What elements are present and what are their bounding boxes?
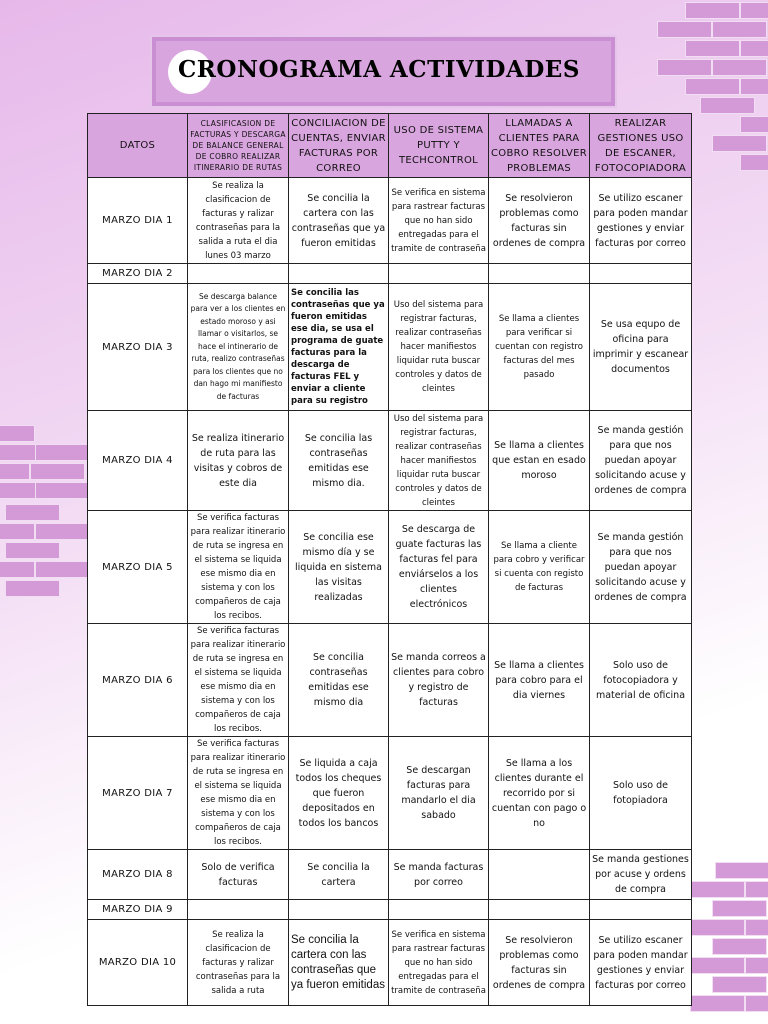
cell-llamadas: Se llama a cliente para cobro y verificar si cuenta con registo de facturas (489, 511, 590, 624)
header-llamadas: LLAMADAS A CLIENTES PARA COBRO RESOLVER PROBLEMAS (489, 114, 590, 178)
table-row (88, 264, 692, 284)
header-clasificacion: CLASIFICASION DE FACTURAS Y DESCARGA DE BALANCE GENERAL DE COBRO REALIZAR ITINERARIO DE RUTAS (188, 114, 289, 178)
cell-sistema: Se descarga de guate facturas las facturas fel para enviárselos a los clientes electrónicos (389, 511, 489, 624)
cell-conciliacion (289, 900, 389, 920)
cell-sistema: Se manda facturas por correo (389, 850, 489, 900)
cell-clasificacion: Se verifica facturas para realizar itinerario de ruta se ingresa en el sistema se liquida ese mismo dia en sistema y con los compañeros de caja los recibos. (188, 624, 289, 737)
cell-clasificacion: Se verifica facturas para realizar itinerario de ruta se ingresa en el sistema se liquida ese mismo dia en sistema y con los compañeros de caja los recibos. (188, 511, 289, 624)
page-title: CRONOGRAMA ACTIVIDADES (178, 56, 580, 83)
cell-clasificacion: Solo de verifica facturas (188, 850, 289, 900)
table-row (88, 511, 692, 624)
cell-clasificacion: Se verifica facturas para realizar itinerario de ruta se ingresa en el sistema se liquida ese mismo dia en sistema y con los compañeros de caja los recibos. (188, 737, 289, 850)
row-date: MARZO DIA 1 (88, 178, 188, 264)
cell-sistema: Uso del sistema para registrar facturas, realizar contraseñas hacer manifiestos liquidar ruta buscar controles y datos de cleintes (389, 411, 489, 511)
cell-sistema: Uso del sistema para registrar facturas, realizar contraseñas hacer manifiestos liquidar ruta buscar controles y datos de cleintes (389, 284, 489, 411)
row-date: MARZO DIA 2 (88, 264, 188, 284)
header-conciliacion: CONCILIACION DE CUENTAS, ENVIAR FACTURAS POR CORREO (289, 114, 389, 178)
cell-gestiones: Se utilizo escaner para poden mandar gestiones y enviar facturas por correo (590, 178, 692, 264)
row-date: MARZO DIA 9 (88, 900, 188, 920)
row-date: MARZO DIA 5 (88, 511, 188, 624)
cell-sistema: Se verifica en sistema para rastrear facturas que no han sido entregadas para el tramite de contraseña (389, 178, 489, 264)
cell-llamadas: Se llama a clientes que estan en esado moroso (489, 411, 590, 511)
cell-conciliacion: Se concilia contraseñas emitidas ese mismo dia (289, 624, 389, 737)
table-row (88, 900, 692, 920)
cell-clasificacion: Se descarga balance para ver a los clientes en estado moroso y asi llamar o visitarlos, se hace el intinerario de ruta, realizo contraseñas para los clientes que no dan hago mi manifiesto de facturas (188, 284, 289, 411)
header-sistema: USO DE SISTEMA PUTTY Y TECHCONTROL (389, 114, 489, 178)
header-row (88, 114, 692, 178)
table-row (88, 920, 692, 1006)
cell-conciliacion: Se concilia ese mismo día y se liquida en sistema las visitas realizadas (289, 511, 389, 624)
cell-llamadas (489, 264, 590, 284)
cell-conciliacion: Se concilia las contraseñas que ya fueron emitidas ese dia, se usa el programa de guate facturas para la descarga de facturas FEL y enviar a cliente para su registro (289, 284, 389, 411)
cell-clasificacion: Se realiza la clasificacion de facturas y ralizar contraseñas para la salida a ruta el dia lunes 03 marzo (188, 178, 289, 264)
cell-gestiones (590, 900, 692, 920)
row-date: MARZO DIA 3 (88, 284, 188, 411)
schedule-table (87, 113, 692, 1006)
cell-gestiones: Se manda gestión para que nos puedan apoyar solicitando acuse y ordenes de compra (590, 511, 692, 624)
cell-conciliacion: Se concilia la cartera (289, 850, 389, 900)
cell-llamadas: Se llama a clientes para verificar si cuentan con registro facturas del mes pasado (489, 284, 590, 411)
cell-llamadas (489, 900, 590, 920)
row-date: MARZO DIA 4 (88, 411, 188, 511)
cell-sistema (389, 264, 489, 284)
cell-llamadas: Se resolvieron problemas como facturas sin ordenes de compra (489, 178, 590, 264)
cell-clasificacion (188, 264, 289, 284)
cell-llamadas (489, 850, 590, 900)
row-date: MARZO DIA 8 (88, 850, 188, 900)
cell-conciliacion: Se liquida a caja todos los cheques que fueron depositados en todos los bancos (289, 737, 389, 850)
row-date: MARZO DIA 7 (88, 737, 188, 850)
table-row (88, 850, 692, 900)
cell-llamadas: Se llama a los clientes durante el recorrido por si cuentan con pago o no (489, 737, 590, 850)
cell-gestiones: Se manda gestión para que nos puedan apoyar solicitando acuse y ordenes de compra (590, 411, 692, 511)
cell-gestiones: Se manda gestiones por acuse y ordens de compra (590, 850, 692, 900)
cell-clasificacion: Se realiza itinerario de ruta para las visitas y cobros de este dia (188, 411, 289, 511)
cell-clasificacion: Se realiza la clasificacion de facturas y ralizar contraseñas para la salida a ruta (188, 920, 289, 1006)
table-row (88, 284, 692, 411)
cell-sistema: Se descargan facturas para mandarlo el dia sabado (389, 737, 489, 850)
cell-conciliacion: Se concilia la cartera con las contraseñas que ya fueron emitidas (289, 178, 389, 264)
cell-llamadas: Se llama a clientes para cobro para el dia viernes (489, 624, 590, 737)
header-datos: DATOS (88, 114, 188, 178)
cell-gestiones (590, 264, 692, 284)
header-gestiones: REALIZAR GESTIONES USO DE ESCANER, FOTOCOPIADORA (590, 114, 692, 178)
cell-conciliacion (289, 264, 389, 284)
cell-llamadas: Se resolvieron problemas como facturas sin ordenes de compra (489, 920, 590, 1006)
cell-sistema: Se manda correos a clientes para cobro y registro de facturas (389, 624, 489, 737)
table-row (88, 737, 692, 850)
table-row (88, 411, 692, 511)
cell-conciliacion: Se concilia las contraseñas emitidas ese mismo dia. (289, 411, 389, 511)
row-date: MARZO DIA 6 (88, 624, 188, 737)
cell-gestiones: Se utilizo escaner para poden mandar gestiones y enviar facturas por correo (590, 920, 692, 1006)
cell-gestiones: Solo uso de fotopiadora (590, 737, 692, 850)
row-date: MARZO DIA 10 (88, 920, 188, 1006)
cell-gestiones: Se usa equpo de oficina para imprimir y escanear documentos (590, 284, 692, 411)
cell-gestiones: Solo uso de fotocopiadora y material de oficina (590, 624, 692, 737)
cell-clasificacion (188, 900, 289, 920)
table-row (88, 178, 692, 264)
cell-sistema: Se verifica en sistema para rastrear facturas que no han sido entregadas para el tramite de contraseña (389, 920, 489, 1006)
table-row (88, 624, 692, 737)
cell-sistema (389, 900, 489, 920)
cell-conciliacion: Se concilia la cartera con las contraseñas que ya fueron emitidas (289, 920, 389, 1006)
